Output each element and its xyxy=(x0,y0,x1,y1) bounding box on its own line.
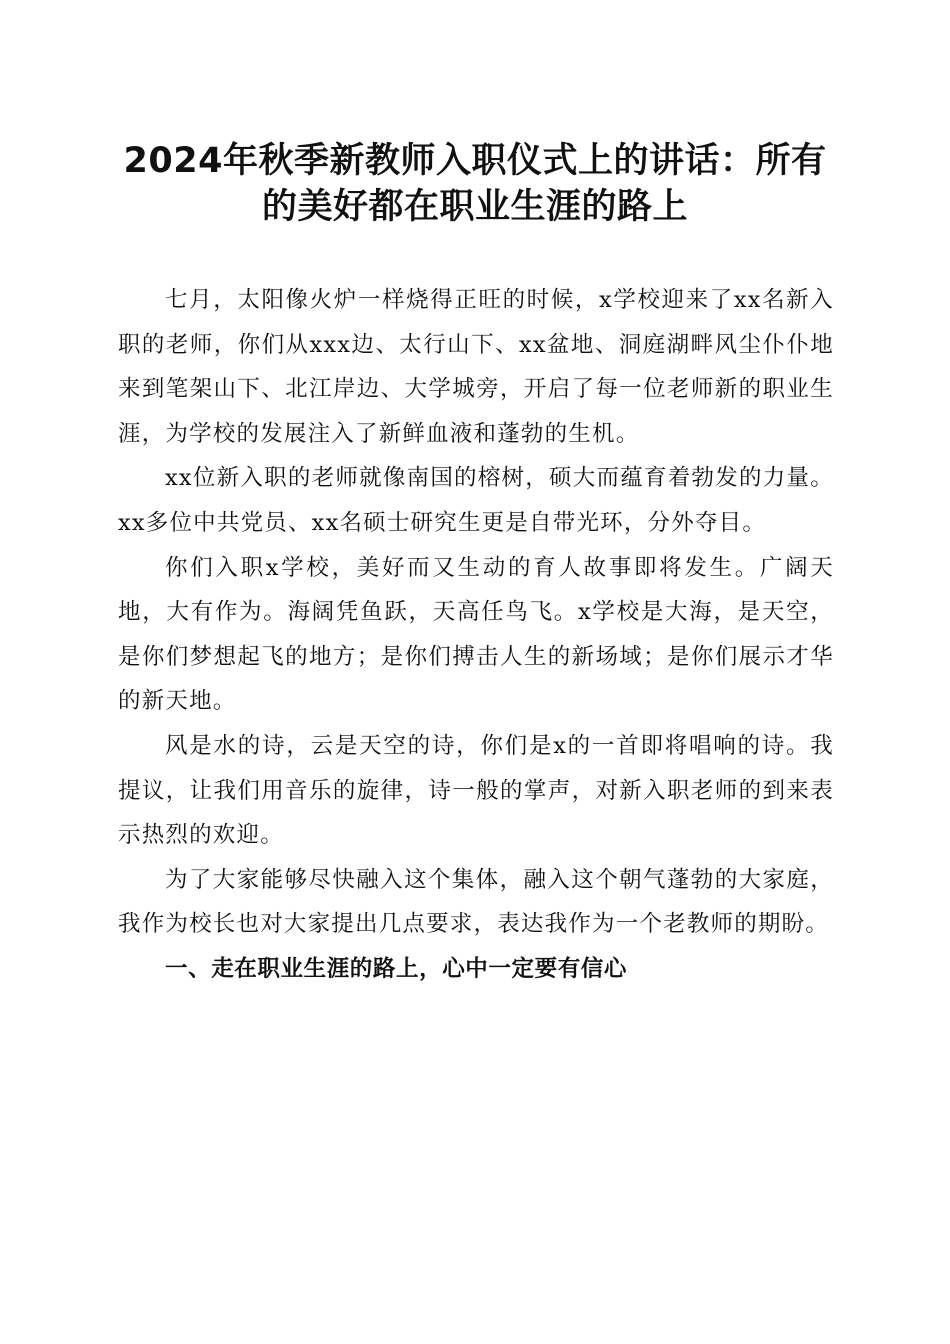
paragraph: 七月，太阳像火炉一样烧得正旺的时候，x学校迎来了xx名新入职的老师，你们从xxx边、太行山下、xx盆地、洞庭湖畔风尘仆仆地来到笔架山下、北江岸边、大学城旁，开启了每一位老师新的职业生涯，为学校的发展注入了新鲜血液和蓬勃的生机。 xyxy=(118,287,834,447)
paragraph: 风是水的诗，云是天空的诗，你们是x的一首即将唱响的诗。我提议，让我们用音乐的旋律，诗一般的掌声，对新入职老师的到来表示热烈的欢迎。 xyxy=(118,732,834,849)
document-title xyxy=(100,138,850,230)
title-line-2: 的美好都在职业生涯的路上 xyxy=(261,187,688,227)
paragraph: 为了大家能够尽快融入这个集体，融入这个朝气蓬勃的大家庭，我作为校长也对大家提出几点要求，表达我作为一个老教师的期盼。 xyxy=(118,866,834,938)
document-body xyxy=(118,278,834,992)
title-line-1: 2024年秋季新教师入职仪式上的讲话：所有 xyxy=(123,141,827,181)
section-heading: 一、走在职业生涯的路上，心中一定要有信心 xyxy=(165,955,628,982)
paragraph: 你们入职x学校，美好而又生动的育人故事即将发生。广阔天地，大有作为。海阔凭鱼跃，天高任鸟飞。x学校是大海，是天空，是你们梦想起飞的地方；是你们搏击人生的新场域；是你们展示才华的新天地。 xyxy=(118,554,834,715)
paragraph: xx位新入职的老师就像南国的榕树，硕大而蕴育着勃发的力量。xx多位中共党员、xx名硕士研究生更是自带光环，分外夺目。 xyxy=(118,465,834,536)
